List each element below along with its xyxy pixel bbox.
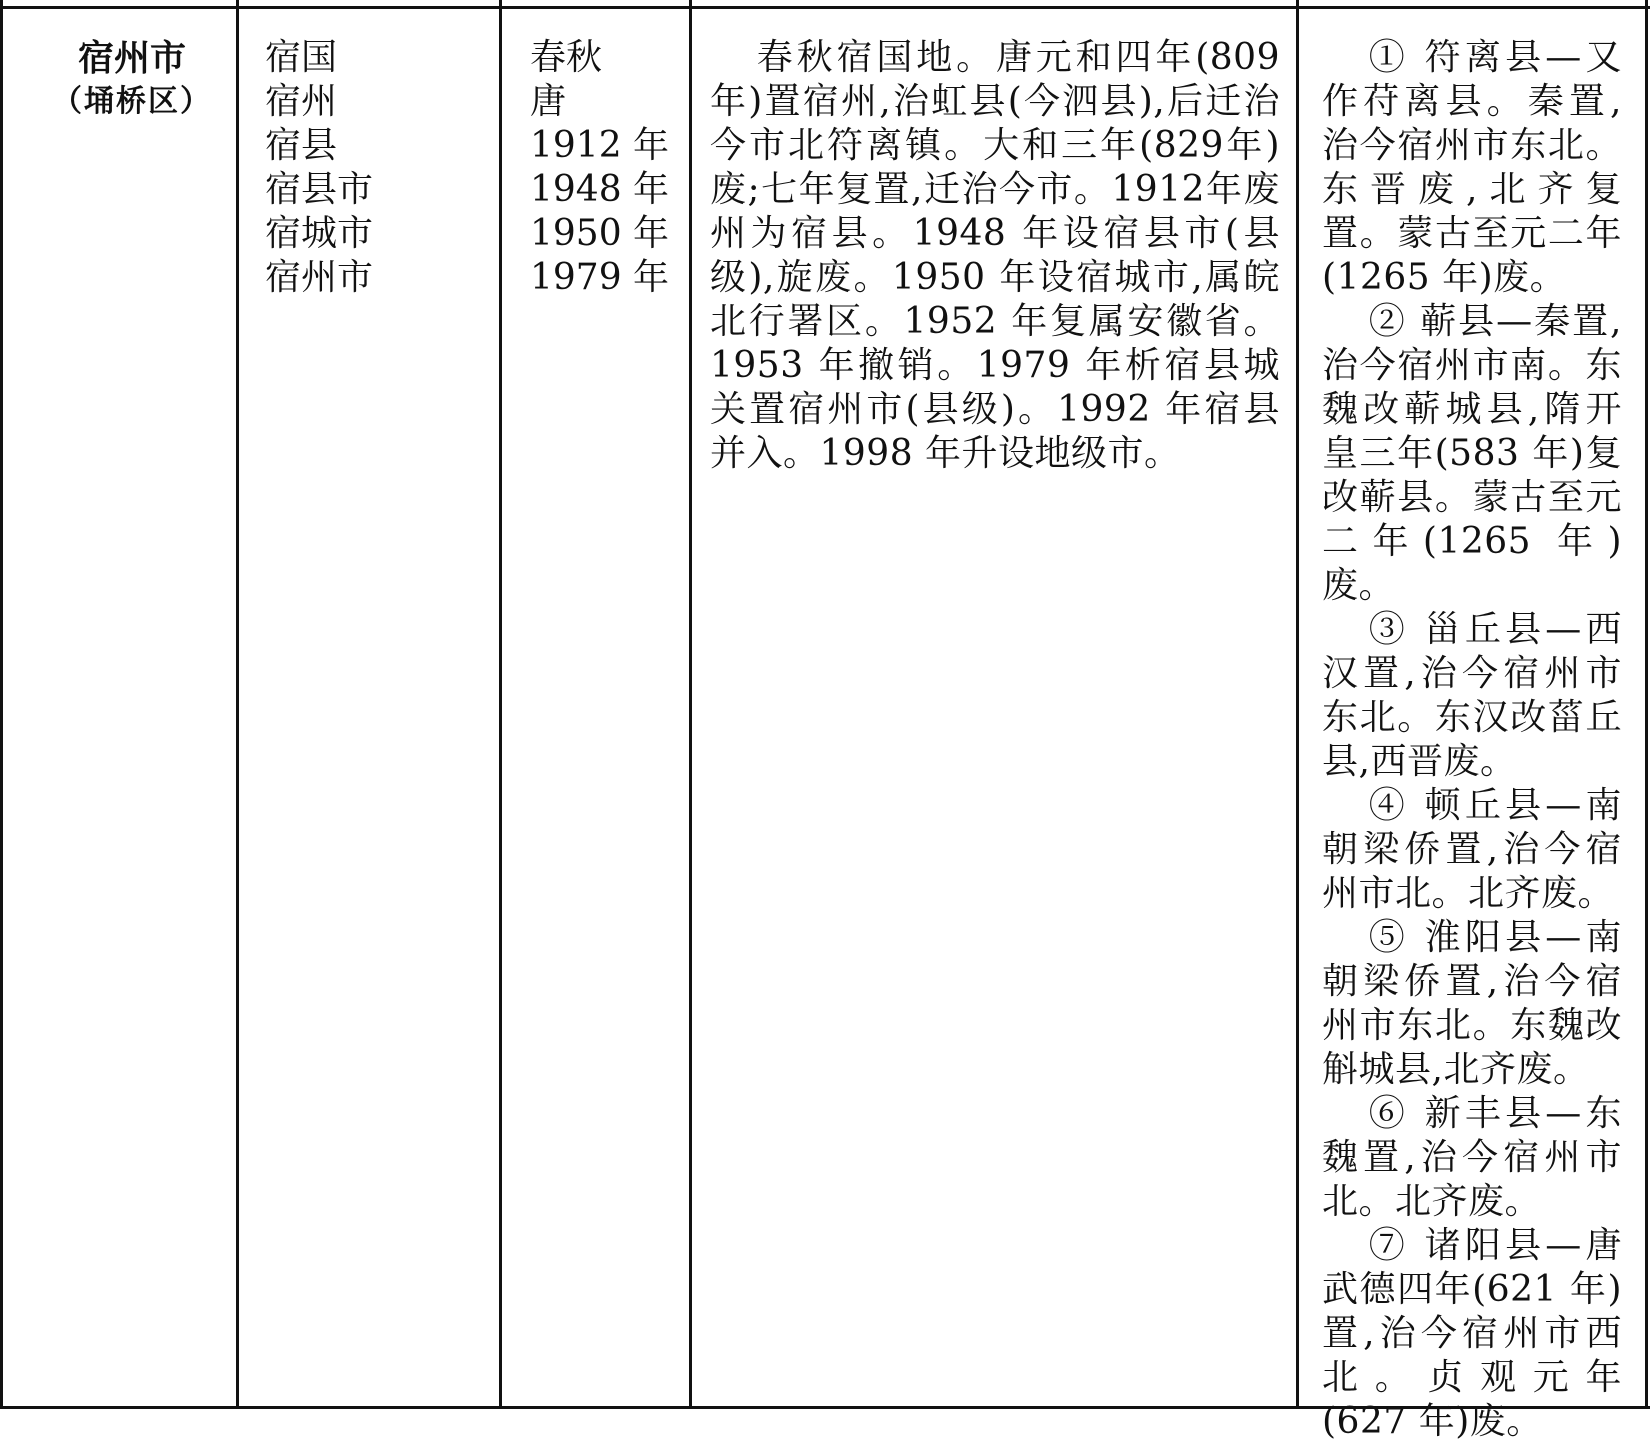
note-item: ② 蕲县—秦置,治今宿州市南。东魏改蕲城县,隋开皇三年(583 年)复改蕲县。蒙古至元二年(1265 年)废。 xyxy=(1322,301,1622,606)
note-item: ⑥ 新丰县—东魏置,治今宿州市北。北齐废。 xyxy=(1322,1093,1622,1222)
note-item: ③ 甾丘县—西汉置,治今宿州市东北。东汉改菑丘县,西晋废。 xyxy=(1322,609,1622,782)
historical-name: 宿城市 xyxy=(265,213,374,254)
table-top-border xyxy=(0,6,1650,9)
column-divider xyxy=(1296,0,1299,1409)
column-divider xyxy=(236,0,239,1409)
historical-name: 宿县 xyxy=(265,125,338,166)
period: 春秋 xyxy=(530,37,603,78)
region-name: 宿州市 xyxy=(77,37,186,79)
region-district: （埇桥区） xyxy=(52,84,212,119)
note-item: ① 符离县—又作苻离县。秦置,治今宿州市东北。东晋废,北齐复置。蒙古至元二年(1265 年)废。 xyxy=(1322,37,1622,298)
period: 1948 年 xyxy=(530,169,670,210)
historical-name: 宿州市 xyxy=(265,257,374,298)
periods-cell xyxy=(530,36,700,300)
note-item: ④ 顿丘县—南朝梁侨置,治今宿州市北。北齐废。 xyxy=(1322,785,1622,914)
column-divider xyxy=(499,0,502,1409)
region-cell xyxy=(42,36,222,124)
historical-name: 宿国 xyxy=(265,37,338,78)
historical-name: 宿州 xyxy=(265,81,338,122)
note-item: ⑤ 淮阳县—南朝梁侨置,治今宿州市东北。东魏改斛城县,北齐废。 xyxy=(1322,917,1622,1090)
historical-names-cell xyxy=(265,36,475,300)
period: 唐 xyxy=(530,81,567,122)
period: 1950 年 xyxy=(530,213,670,254)
column-divider xyxy=(0,0,3,1409)
column-divider xyxy=(1645,0,1648,1409)
period: 1979 年 xyxy=(530,257,670,298)
historical-name: 宿县市 xyxy=(265,169,374,210)
history-text: 春秋宿国地。唐元和四年(809年)置宿州,治虹县(今泗县),后迁治今市北符离镇。大和三年(829年)废;七年复置,迁治今市。1912年废州为宿县。1948 年设宿县市(县级),旋废。1950 年设宿城市,属皖北行署区。1952 年复属安徽省。1953 年撤销。1979 年析宿县城关置宿州市(县级)。1992 年宿县并入。1998 年升设地级市。 xyxy=(710,37,1280,474)
notes-cell xyxy=(1322,36,1622,1444)
history-cell xyxy=(710,36,1280,476)
note-item: ⑦ 诸阳县—唐武德四年(621 年)置,治今宿州市西北。贞观元年(627 年)废。 xyxy=(1322,1225,1622,1442)
period: 1912 年 xyxy=(530,125,670,166)
